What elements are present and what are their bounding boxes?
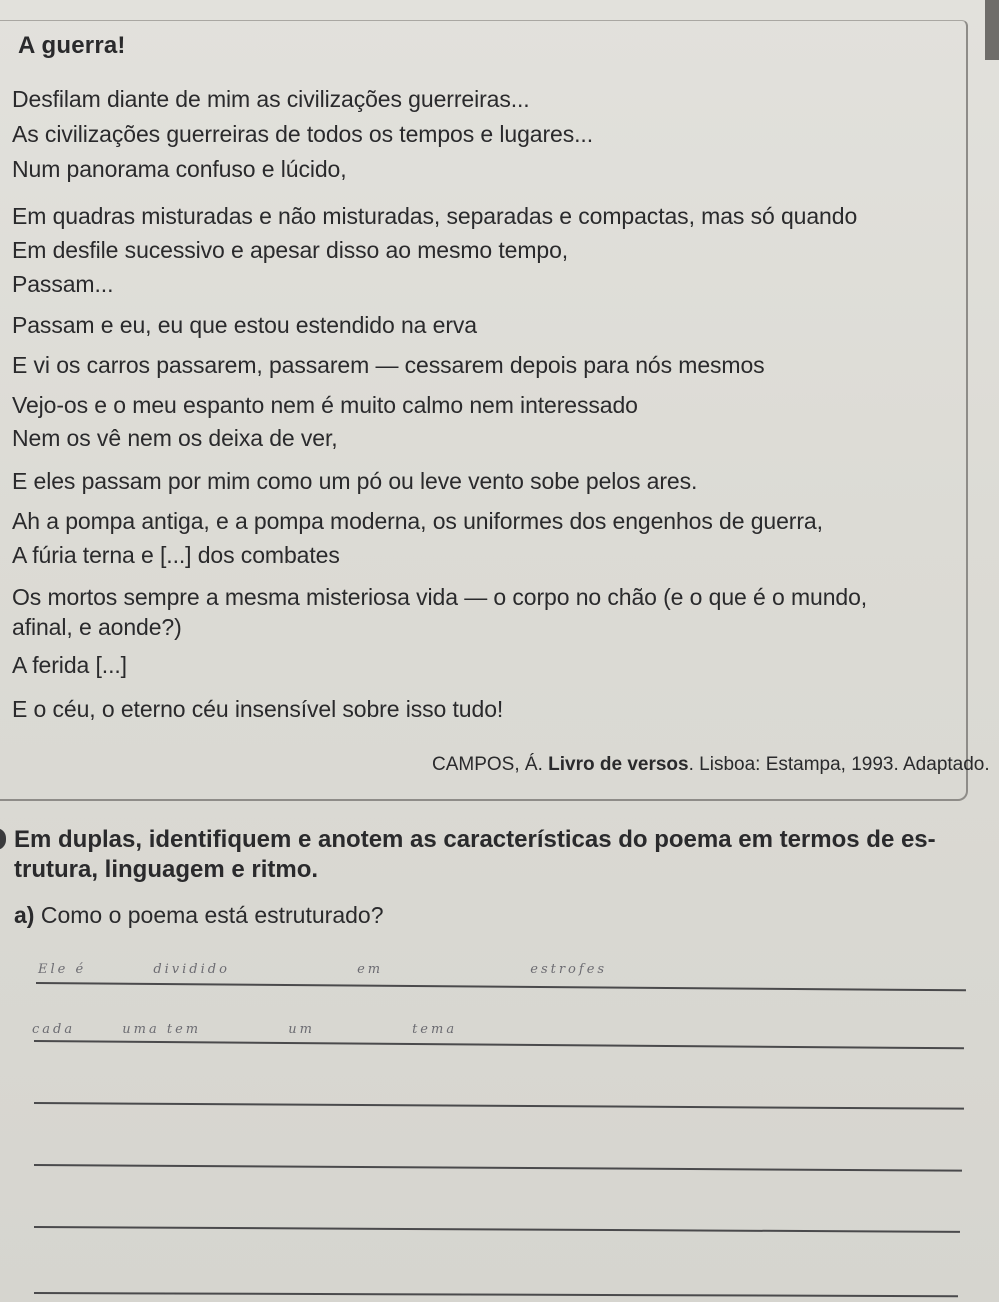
handwritten-word: é (75, 962, 87, 977)
handwritten-answer (38, 962, 607, 977)
poem-verse: Desfilam diante de mim as civilizações guerreiras... (12, 86, 530, 112)
poem-verse: E eles passam por mim como um pó ou leve vento sobe pelos ares. (12, 468, 698, 494)
answer-line[interactable] (34, 1164, 962, 1172)
handwritten-word: tema (412, 1022, 458, 1037)
poem-verse: E vi os carros passarem, passarem — cessarem depois para nós mesmos (12, 352, 765, 378)
citation-author: CAMPOS, Á. (432, 754, 543, 775)
poem-verse: E o céu, o eterno céu insensível sobre isso tudo! (12, 696, 504, 722)
answer-line[interactable] (34, 1102, 964, 1110)
answer-line[interactable] (34, 1292, 958, 1297)
handwritten-word: um (288, 1022, 315, 1037)
handwritten-word: dividido (153, 962, 230, 977)
citation-details: . Lisboa: Estampa, 1993. Adaptado. (688, 754, 990, 775)
question-a (14, 902, 384, 929)
poem-citation (432, 754, 990, 776)
poem-verse: Em desfile sucessivo e apesar disso ao mesmo tempo, (12, 237, 569, 263)
poem-verse: Ah a pompa antiga, e a pompa moderna, os uniformes dos engenhos de guerra, (12, 508, 823, 534)
handwritten-word: cada (32, 1022, 76, 1037)
activity-prompt-continued: trutura, linguagem e ritmo. (14, 856, 319, 883)
poem-verse: Os mortos sempre a mesma misteriosa vida — o corpo no chão (e o que é o mundo, (12, 584, 868, 610)
handwritten-word: em (357, 962, 384, 977)
citation-book: Livro de versos (548, 754, 689, 775)
answer-line[interactable] (34, 1226, 960, 1233)
page-edge (985, 0, 999, 60)
poem-verse: afinal, e aonde?) (12, 614, 182, 640)
poem-verse: A fúria terna e [...] dos combates (12, 542, 340, 568)
poem-verse: Vejo-os e o meu espanto nem é muito calmo nem interessado (12, 392, 638, 418)
poem-verse: A ferida [...] (12, 652, 127, 678)
handwritten-word: tem (166, 1022, 202, 1037)
poem-verse: Em quadras misturadas e não misturadas, separadas e compactas, mas só quando (12, 203, 858, 229)
poem-verse: Nem os vê nem os deixa de ver, (12, 425, 338, 451)
answer-line[interactable] (34, 1040, 964, 1049)
answer-line[interactable] (36, 982, 966, 991)
poem-verse: Num panorama confuso e lúcido, (12, 156, 347, 182)
handwritten-word: Ele (38, 962, 69, 977)
handwritten-word: estrofes (530, 962, 608, 977)
activity-prompt: Em duplas, identifiquem e anotem as características do poema em termos de es- (14, 826, 936, 853)
activity-bullet-icon (0, 828, 6, 850)
handwritten-answer (32, 1022, 457, 1037)
handwritten-word: uma (122, 1022, 160, 1037)
poem-verse: Passam e eu, eu que estou estendido na erva (12, 312, 477, 338)
question-a-text: Como o poema está estruturado? (40, 902, 384, 928)
poem-title: A guerra! (18, 32, 126, 59)
question-a-letter: a) (14, 902, 35, 928)
poem-verse: As civilizações guerreiras de todos os tempos e lugares... (12, 121, 593, 147)
poem-verse: Passam... (12, 271, 114, 297)
